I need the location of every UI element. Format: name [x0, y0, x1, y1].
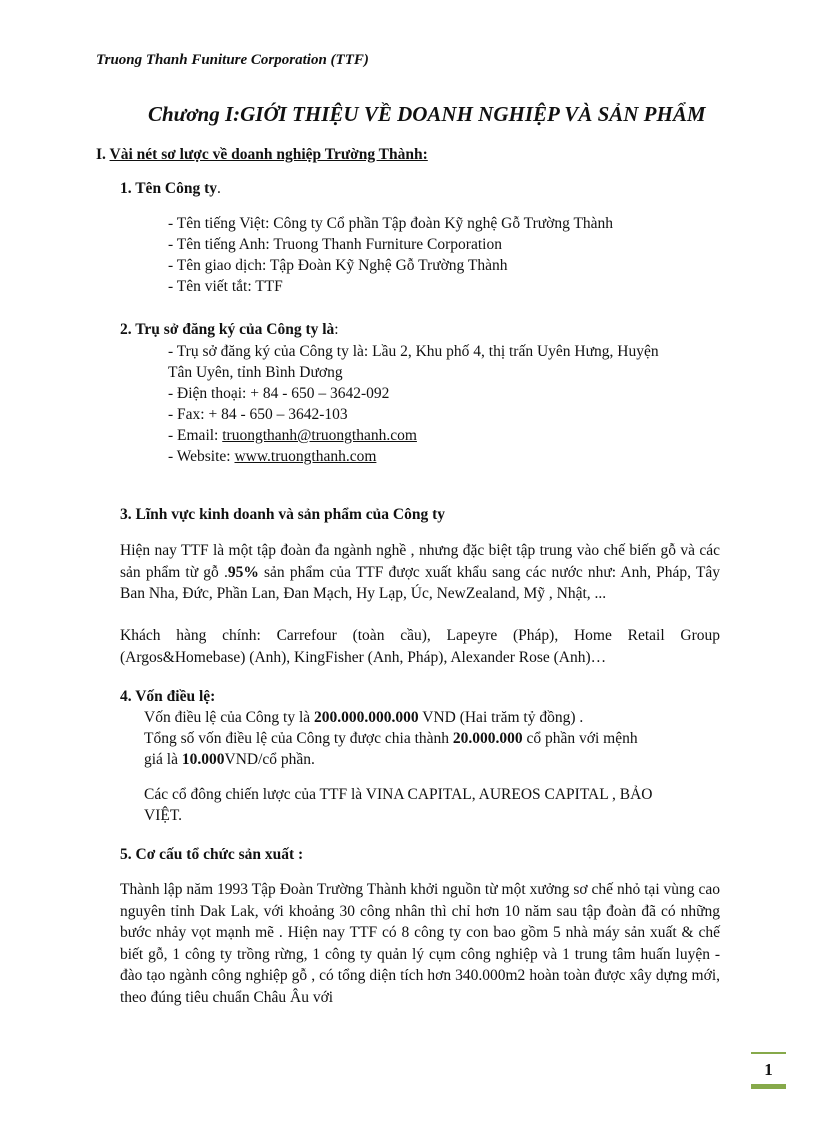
company-short-name: - Tên viết tắt: TTF	[168, 278, 283, 295]
company-name-en: - Tên tiếng Anh: Truong Thanh Furniture Corporation	[168, 236, 502, 253]
section-heading	[96, 146, 428, 164]
capital-line	[144, 709, 583, 727]
business-text-a: Hiện nay TTF là một tập đoàn đa ngành nghề , nhưng đặc biệt tập trung vào chế biến gỗ và các sản phẩm từ gỗ .	[120, 542, 720, 581]
email-label: - Email:	[168, 427, 223, 444]
chapter-title: Chương I:GIỚI THIỆU VỀ DOANH NGHIỆP VÀ SẢN PHẨM	[148, 102, 706, 126]
website-label: - Website:	[168, 448, 235, 465]
subsection-heading-tail: :	[334, 321, 339, 338]
capital-text-b: VND (Hai trăm tỷ đồng) .	[418, 709, 584, 726]
subsection-heading-organization: 5. Cơ cấu tổ chức sản xuất :	[120, 846, 304, 863]
shareholders-line-1: Các cổ đông chiến lược của TTF là VINA CAPITAL, AUREOS CAPITAL , BẢO	[144, 786, 653, 803]
page-number-box	[751, 1052, 786, 1090]
customers-paragraph: Khách hàng chính: Carrefour (toàn cầu), Lapeyre (Pháp), Home Retail Group (Argos&Homebase) (Anh), KingFisher (Anh, Pháp), Alexander Rose (Anh)…	[120, 627, 720, 666]
document-header: Truong Thanh Funiture Corporation (TTF)	[96, 52, 369, 68]
website-line	[168, 448, 376, 466]
business-text-b: sản phẩm của TTF được xuất khẩu sang các nước như: Anh, Pháp, Tây Ban Nha, Đức, Phần Lan, Đan Mạch, Hy Lạp, Úc, NewZealand, Mỹ , Nhật, ...	[120, 563, 720, 602]
shares-text-b: cổ phần với mệnh	[522, 730, 638, 747]
email-link[interactable]: truongthanh@truongthanh.com	[222, 427, 417, 444]
shares-count: 20.000.000	[452, 730, 523, 747]
subsection-heading-text: 1. Tên Công ty	[120, 180, 218, 197]
address-line-1: - Trụ sở đăng ký của Công ty là: Lầu 2, Khu phố 4, thị trấn Uyên Hưng, Huyện	[168, 343, 659, 360]
organization-paragraph: Thành lập năm 1993 Tập Đoàn Trường Thành khởi nguồn từ một xưởng sơ chế nhỏ tại vùng cao nguyên tỉnh Dak Lak, với khoảng 30 công nhân thì chỉ hơn 10 năm sau tập đoàn đã có những bước nhảy vọt mạnh mẽ . Hiện nay TTF có 8 công ty con bao gồm 5 nhà máy sản xuất & chế biết gỗ, 1 công ty trồng rừng, 1 công ty quản lý cụm công nghiệp và 1 trung tâm huấn luyện - đào tạo ngành công nghiệp gỗ , có tổng diện tích hơn 340.000m2 hoàn toàn được xây dựng mới, theo đúng tiêu chuẩn Châu Âu với	[120, 881, 720, 1006]
subsection-heading-headquarters	[120, 321, 339, 339]
phone-line: - Điện thoại: + 84 - 650 – 3642-092	[168, 385, 390, 402]
company-trade-name: - Tên giao dịch: Tập Đoàn Kỹ Nghệ Gỗ Trường Thành	[168, 257, 508, 274]
par-value-line	[144, 751, 315, 769]
business-paragraph	[120, 540, 720, 605]
address-line-2: Tân Uyên, tỉnh Bình Dương	[168, 364, 343, 381]
page-number-top-rule	[751, 1052, 786, 1054]
subsection-heading-text: 2. Trụ sở đăng ký của Công ty là	[120, 321, 335, 338]
shareholders-line-2: VIỆT.	[144, 807, 183, 824]
subsection-heading-business: 3. Lĩnh vực kinh doanh và sản phẩm của Công ty	[120, 506, 446, 523]
shares-line	[144, 730, 638, 748]
email-line	[168, 427, 417, 445]
subsection-heading-capital: 4. Vốn điều lệ:	[120, 688, 216, 705]
business-export-share: 95%	[227, 563, 259, 581]
website-link[interactable]: www.truongthanh.com	[234, 448, 377, 465]
subsection-heading-company-name	[120, 180, 221, 198]
par-value: 10.000	[181, 751, 225, 768]
capital-amount: 200.000.000.000	[314, 709, 419, 726]
section-title: Vài nét sơ lược về doanh nghiệp Trường Thành:	[109, 146, 428, 163]
par-text-b: VND/cổ phần.	[224, 751, 315, 768]
company-name-vn: - Tên tiếng Việt: Công ty Cổ phần Tập đoàn Kỹ nghệ Gỗ Trường Thành	[168, 215, 614, 232]
shares-text-a: Tổng số vốn điều lệ của Công ty được chia thành	[144, 730, 453, 747]
page-number: 1	[764, 1060, 773, 1079]
par-text-a: giá là	[144, 751, 182, 768]
section-number: I.	[96, 146, 106, 163]
capital-text-a: Vốn điều lệ của Công ty là	[144, 709, 315, 726]
subsection-heading-tail: .	[217, 180, 221, 197]
fax-line: - Fax: + 84 - 650 – 3642-103	[168, 406, 348, 423]
page-number-bottom-rule	[751, 1084, 786, 1089]
